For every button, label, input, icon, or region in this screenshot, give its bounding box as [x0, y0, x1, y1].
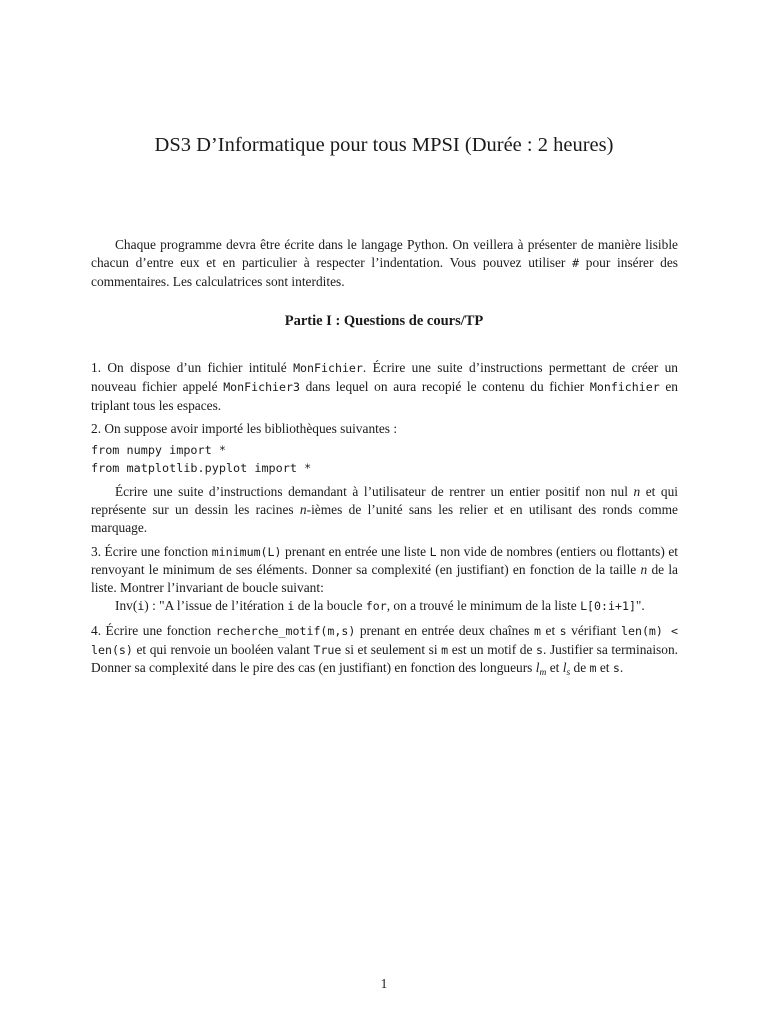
question-1: 1. On dispose d’un fichier intitulé MonFichier. Écrire une suite d’instructions permettant de créer un nouveau fichier appelé MonFichier3 dans lequel on aura recopié le contenu du fichier Monfichier en triplant tous les espaces.: [91, 360, 678, 413]
code-block: [91, 442, 678, 477]
intro-paragraph: Chaque programme devra être écrite dans le langage Python. On veillera à présenter de manière lisible chacun d’entre eux et en particulier à respecter l’indentation. Vous pouvez utiliser # pour insérer des commentaires. Les calculatrices sont interdites.: [91, 237, 679, 289]
question-4: 4. Écrire une fonction recherche_motif(m,s) prenant en entrée deux chaînes m et s vérifiant len(m) < len(s) et qui renvoie un booléen valant True si et seulement si m est un motif de s. Justifier sa terminaison. Donner sa complexité dans le pire des cas (en justifiant) en fonction des longueurs $l_m$ et $l_s$ de m et s.: [91, 622, 679, 679]
page-number: 1: [380, 976, 388, 991]
code-line: from matplotlib.pyplot import *: [91, 460, 312, 475]
loop-invariant: Inv(i) : "A l’issue de l’itération i de la boucle for, on a trouvé le minimum de la liste L[0:i+1]".: [115, 597, 645, 613]
questions-section: [91, 359, 678, 689]
code-line: from numpy import *: [91, 443, 226, 458]
question-2-text: Écrire une suite d’instructions demandant à l’utilisateur de rentrer un entier positif non nul n et qui représente sur un dessin les racines n-ièmes de l’unité sans les relier et en utilisant des ronds comme marquage.: [91, 484, 679, 535]
question-2: 2. On suppose avoir importé les bibliothèques suivantes :: [91, 421, 398, 437]
question-3: 3. Écrire une fonction minimum(L) prenant en entrée une liste L non vide de nombres (entiers ou flottants) et renvoyant le minimum de ses éléments. Donner sa complexité (en justifiant) en fonction de la taille n de la liste. Montrer l’invariant de boucle suivant:: [91, 543, 678, 596]
part-title: Partie I : Questions de cours/TP: [284, 313, 484, 329]
document-title: DS3 D’Informatique pour tous MPSI (Durée : 2 heures): [154, 134, 614, 156]
